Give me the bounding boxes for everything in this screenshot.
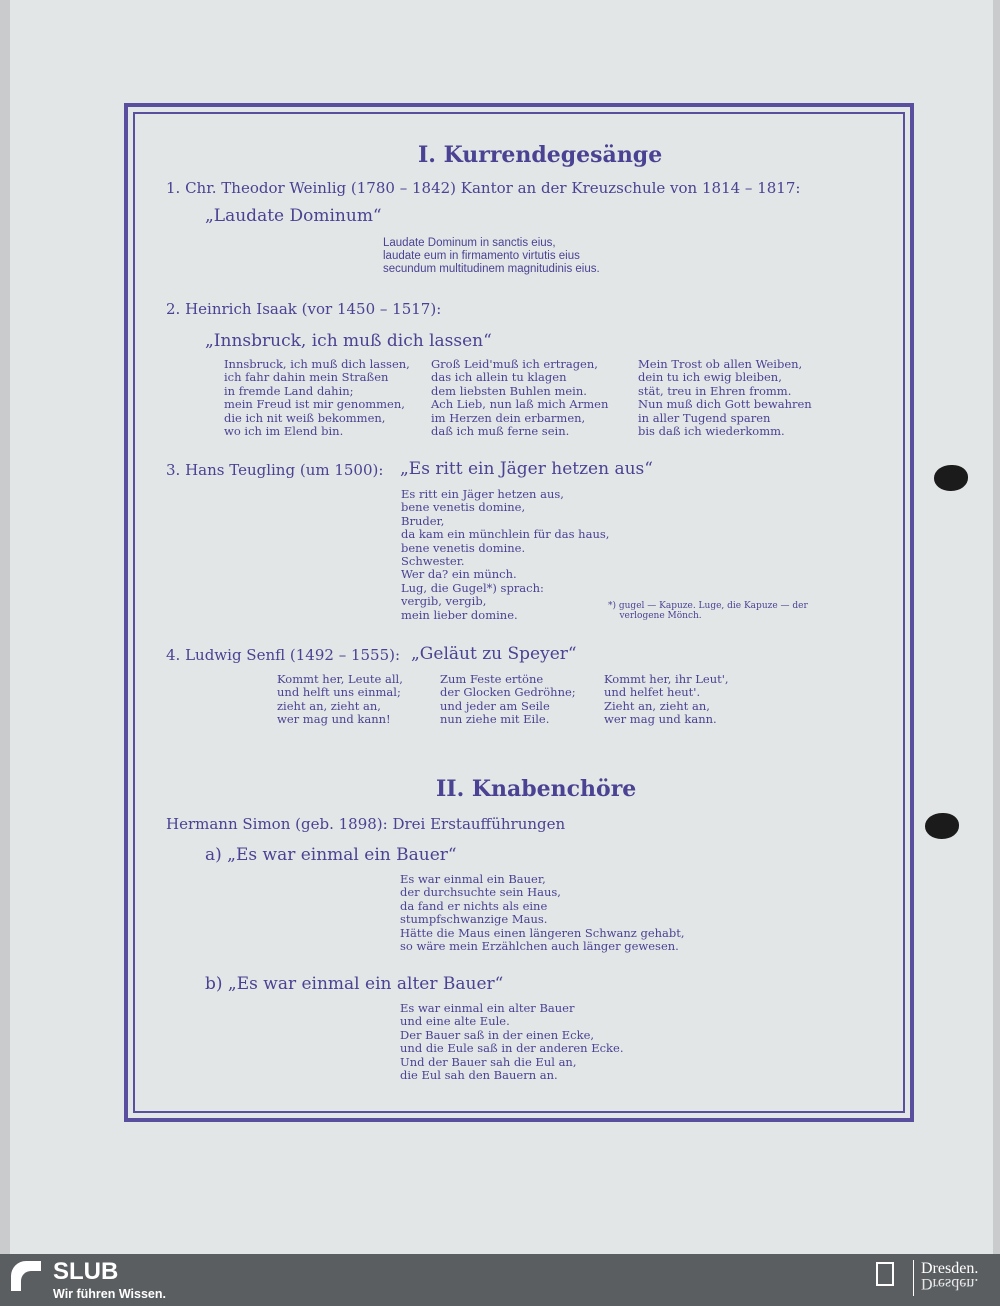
lyrics-column: Kommt her, Leute all, und helft uns einmal; zieht an, zieht an, wer mag und kann!	[277, 672, 403, 727]
footer-divider	[913, 1260, 914, 1296]
song-title: „Innsbruck, ich muß dich lassen“	[205, 331, 492, 351]
dresden-logo[interactable]	[921, 1262, 978, 1290]
section-heading: II. Knabenchöre	[436, 776, 637, 802]
song-title: „Laudate Dominum“	[205, 206, 382, 226]
composer-line: Hermann Simon (geb. 1898): Drei Erstaufführungen	[166, 815, 566, 833]
section-heading: I. Kurrendegesänge	[418, 142, 663, 168]
entry-label: 2. Heinrich Isaak (vor 1450 – 1517):	[166, 300, 442, 318]
entry-label: 3. Hans Teugling (um 1500):	[166, 461, 384, 479]
song-lyrics: Es ritt ein Jäger hetzen aus, bene venetis domine, Bruder, da kam ein münchlein für das haus, bene venetis domine. Schwester. Wer da? ein münch. Lug, die Gugel*) sprach: vergib, vergib, mein lieber domine.	[401, 487, 610, 622]
song-title: b) „Es war einmal ein alter Bauer“	[205, 974, 504, 994]
dresden-logo-mirror-text: Dresden.	[921, 1275, 979, 1292]
lyrics-column: Innsbruck, ich muß dich lassen, ich fahr dahin mein Straßen in fremde Land dahin; mein Freud ist mir genommen, die ich nit weiß bekommen, wo ich im Elend bin.	[224, 357, 410, 439]
song-lyrics: Es war einmal ein Bauer, der durchsuchte sein Haus, da fand er nichts als eine stumpfschwanzige Maus. Hätte die Maus einen längeren Schwanz gehabt, so wäre mein Erzählchen auch länger gewesen.	[400, 872, 685, 954]
slub-logo-icon[interactable]	[11, 1261, 41, 1291]
dresden-crest-icon	[876, 1262, 894, 1286]
footnote: *) gugel — Kapuze. Luge, die Kapuze — der verlogene Mönch.	[608, 601, 808, 621]
song-lyrics: Es war einmal ein alter Bauer und eine alte Eule. Der Bauer saß in der einen Ecke, und die Eule saß in der anderen Ecke. Und der Bauer sah die Eul an, die Eul sah den Bauern an.	[400, 1001, 624, 1083]
lyrics-column: Mein Trost ob allen Weiben, dein tu ich ewig bleiben, stät, treu in Ehren fromm. Nun muß dich Gott bewahren in aller Tugend sparen bis daß ich wiederkomm.	[638, 357, 812, 439]
dresden-logo-text: Dresden.	[921, 1260, 979, 1277]
punch-hole-icon	[934, 465, 968, 491]
song-title: a) „Es war einmal ein Bauer“	[205, 845, 457, 865]
song-title: „Geläut zu Speyer“	[411, 644, 577, 664]
slub-logo-text[interactable]: SLUB	[53, 1258, 119, 1285]
punch-hole-icon	[925, 813, 959, 839]
entry-label: 4. Ludwig Senfl (1492 – 1555):	[166, 646, 401, 664]
lyrics-column: Groß Leid'muß ich ertragen, das ich allein tu klagen dem liebsten Buhlen mein. Ach Lieb, nun laß mich Armen im Herzen dein erbarmen, daß ich muß ferne sein.	[431, 357, 609, 439]
entry-label: 1. Chr. Theodor Weinlig (1780 – 1842) Kantor an der Kreuzschule von 1814 – 1817:	[166, 179, 801, 197]
lyrics-column: Kommt her, ihr Leut', und helfet heut'. Zieht an, zieht an, wer mag und kann.	[604, 672, 729, 727]
song-lyrics: Laudate Dominum in sanctis eius, laudate eum in firmamento virtutis eius secundum multitudinem magnitudinis eius.	[383, 237, 600, 276]
lyrics-column: Zum Feste ertöne der Glocken Gedröhne; und jeder am Seile nun ziehe mit Eile.	[440, 672, 576, 727]
slub-tagline: Wir führen Wissen.	[53, 1287, 166, 1301]
song-title: „Es ritt ein Jäger hetzen aus“	[400, 459, 653, 479]
